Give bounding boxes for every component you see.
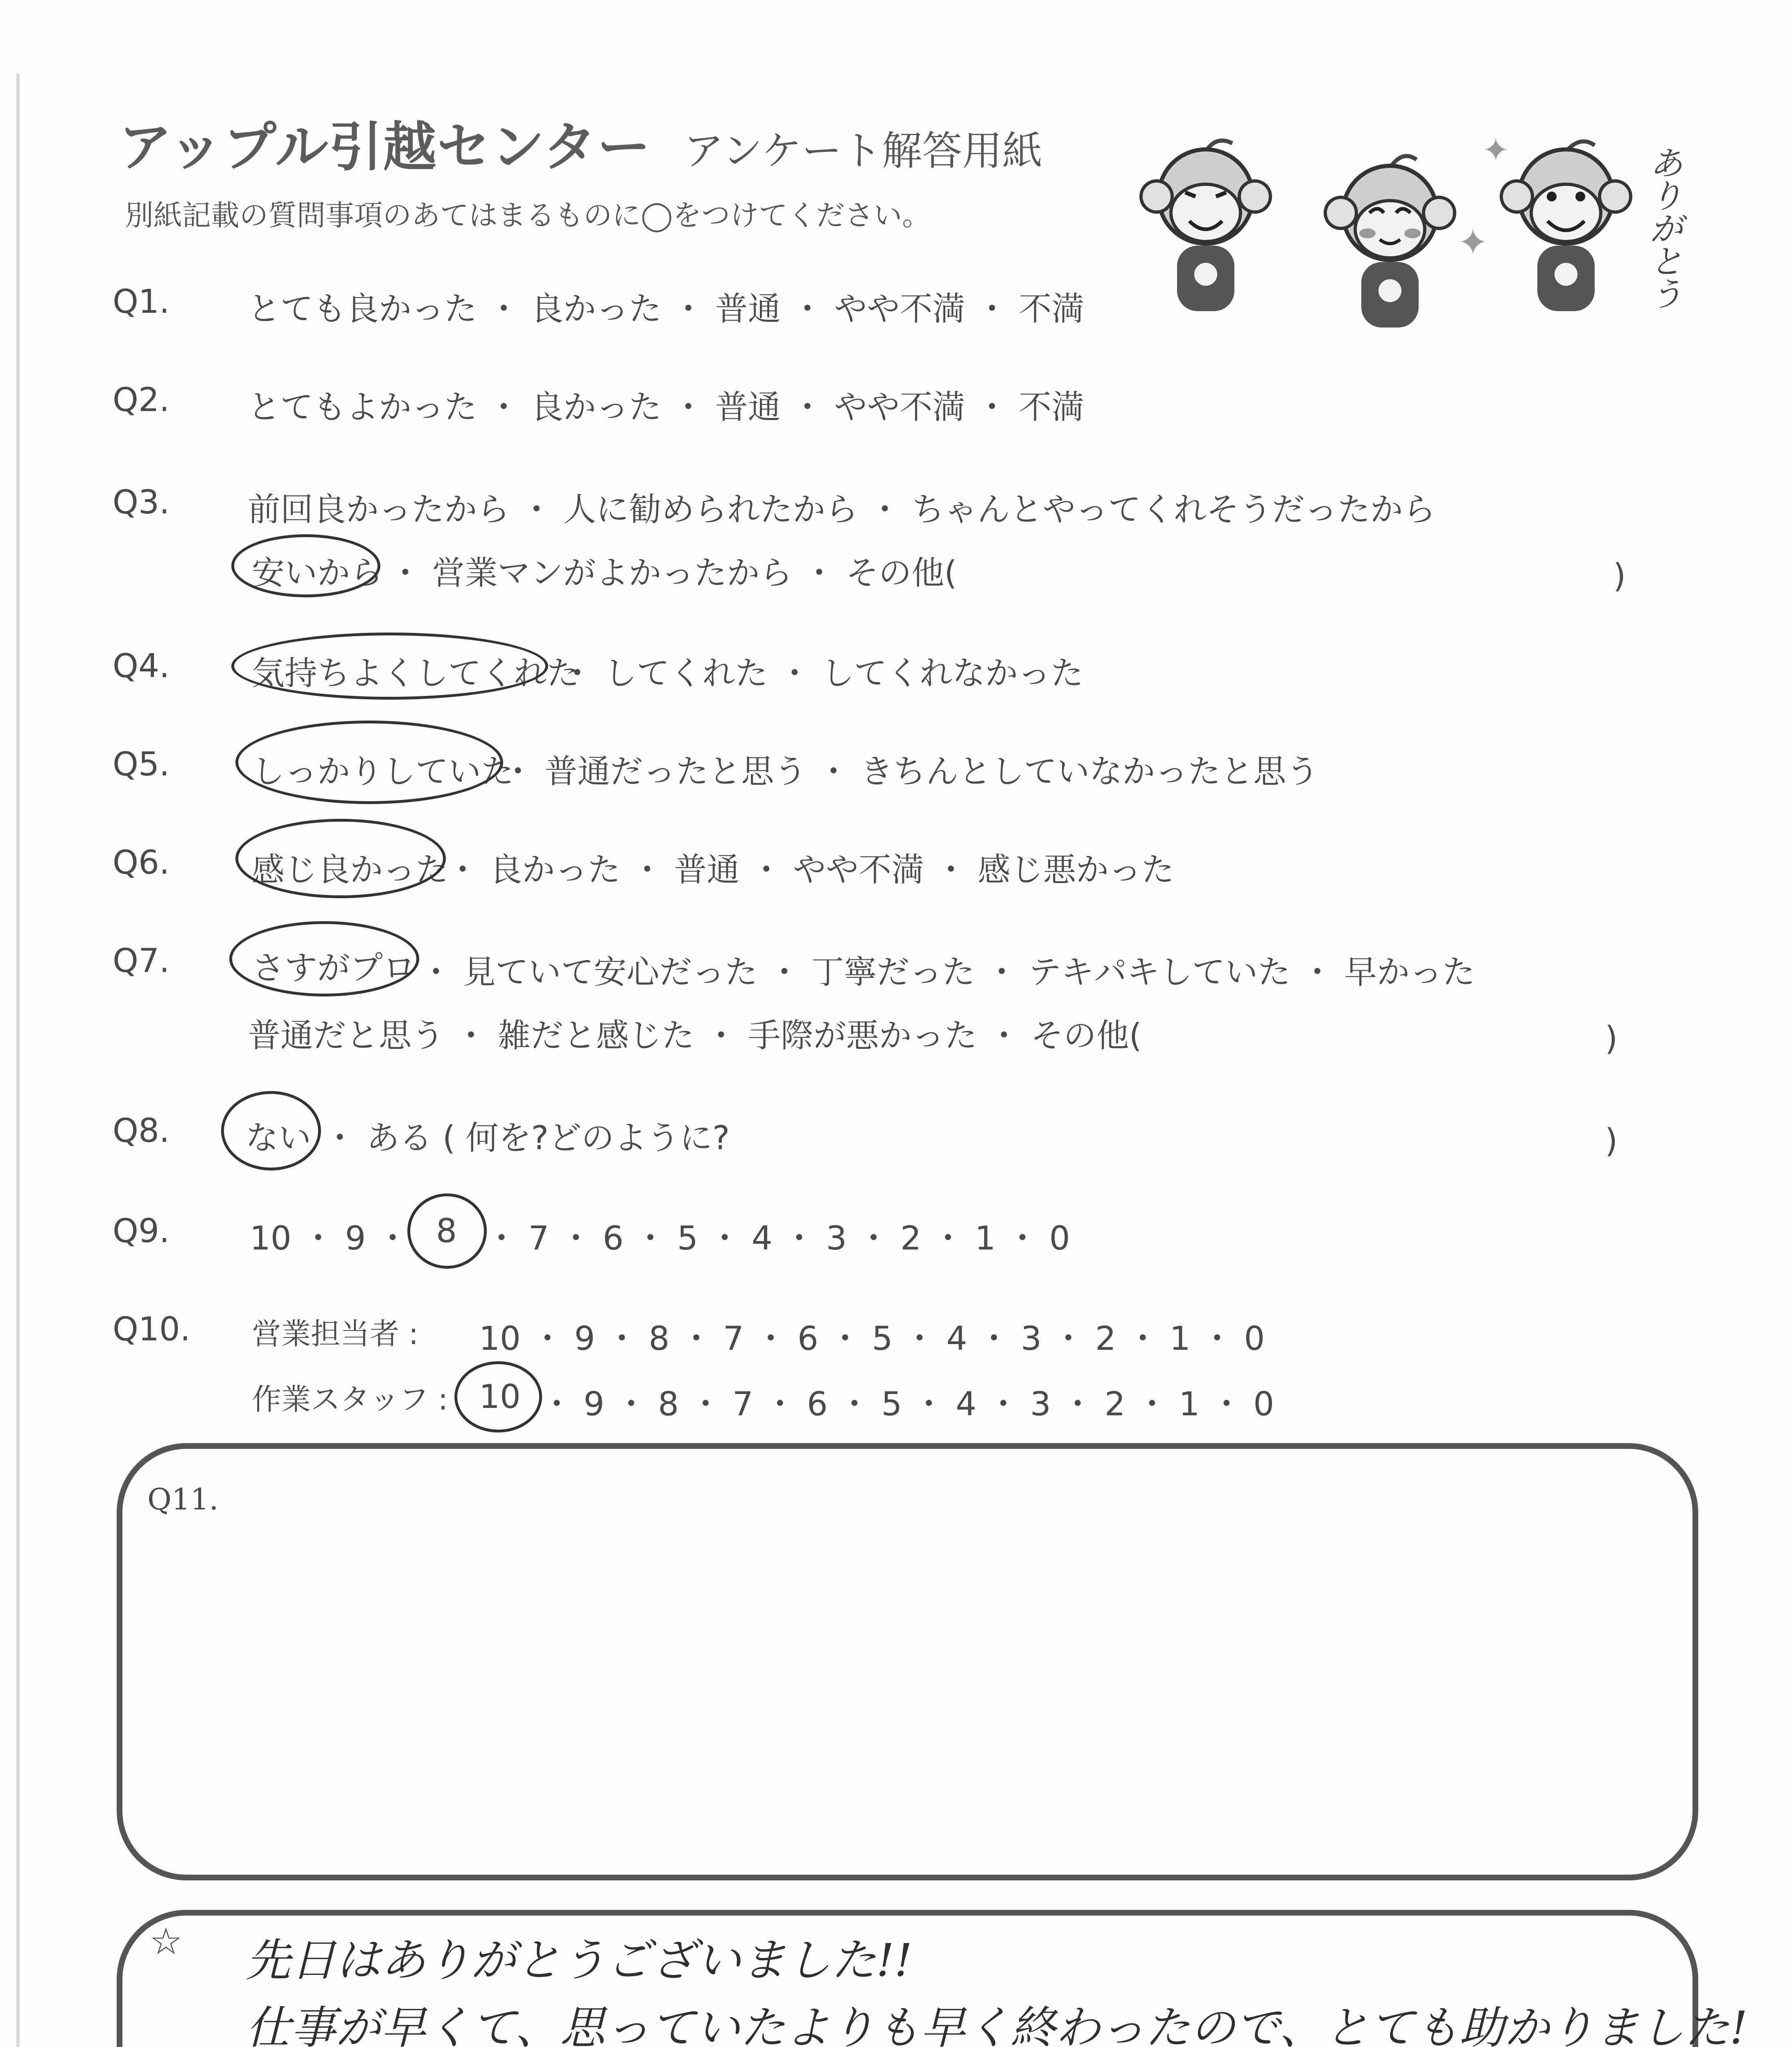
thanks-vertical-text: ありがとう [1650, 145, 1683, 314]
q3-options-line2: ・ 営業マンがよかったから ・ その他( [389, 554, 957, 592]
q7-options-line2: 普通だと思う ・ 雑だと感じた ・ 手際が悪かった ・ その他( [248, 1017, 1142, 1055]
monkey-mascot-icon [1498, 135, 1634, 323]
selection-circle [454, 1361, 542, 1432]
q1-label: Q1. [113, 282, 170, 321]
q1-options: とても良かった ・ 良かった ・ 普通 ・ やや不満 ・ 不満 [248, 290, 1085, 328]
q7-label: Q7. [113, 942, 170, 980]
q4-selected-option: 気持ちよくしてくれた [252, 654, 579, 692]
q6-selected-option: 感じ良かった [252, 851, 448, 889]
sparkle-icon: ✦ [1482, 131, 1510, 169]
q10-staff-scale: ・ 9 ・ 8 ・ 7 ・ 6 ・ 5 ・ 4 ・ 3 ・ 2 ・ 1 ・ 0 [540, 1385, 1275, 1423]
q4-options: ・ してくれた ・ してくれなかった [561, 654, 1084, 692]
q9-selected-score: 8 [436, 1212, 457, 1250]
paper-edge [16, 74, 20, 2047]
selection-circle [235, 721, 503, 804]
selection-circle [231, 633, 548, 700]
q8-label: Q8. [113, 1112, 170, 1150]
q8-options: ・ ある ( 何を?どのように? [323, 1119, 730, 1157]
monkey-mascot-icon [1138, 135, 1273, 323]
q3-options-line1: 前回良かったから ・ 人に勧められたから ・ ちゃんとやってくれそうだったから [248, 490, 1436, 529]
q7-close-paren: ) [1605, 1019, 1618, 1057]
instruction-text: 別紙記載の質問事項のあてはまるものに◯をつけてください。 [125, 199, 931, 232]
q3-close-paren: ) [1613, 557, 1626, 595]
q9-scale-before: 10 ・ 9 ・ [250, 1219, 409, 1257]
q5-selected-option: しっかりしていた [252, 752, 514, 791]
form-subtitle: アンケート解答用紙 [684, 128, 1043, 174]
q2-label: Q2. [113, 381, 170, 419]
q10-staff-selected-score: 10 [479, 1378, 521, 1416]
q8-close-paren: ) [1605, 1122, 1618, 1160]
q2-options: とてもよかった ・ 良かった ・ 普通 ・ やや不満 ・ 不満 [248, 388, 1085, 426]
q9-scale-after: ・ 7 ・ 6 ・ 5 ・ 4 ・ 3 ・ 2 ・ 1 ・ 0 [485, 1219, 1070, 1257]
selection-circle [221, 1091, 321, 1170]
q6-options: ・ 良かった ・ 普通 ・ やや不満 ・ 感じ悪かった [446, 851, 1175, 889]
q3-selected-option: 安いから [252, 554, 383, 592]
q5-label: Q5. [113, 745, 170, 783]
q10-sales-label: 営業担当者 : [252, 1317, 419, 1351]
sparkle-icon: ✦ [1458, 221, 1489, 264]
q11-label: Q11. [147, 1482, 219, 1516]
q6-label: Q6. [113, 843, 170, 881]
q8-selected-option: ない [246, 1119, 311, 1157]
q9-label: Q9. [113, 1212, 170, 1250]
selection-circle [229, 921, 419, 996]
monkey-mascot-icon [1322, 151, 1458, 340]
selection-circle [231, 534, 380, 597]
comment-line-1: 先日はありがとうございました!! [246, 1934, 913, 1986]
q7-selected-option: さすがプロ [252, 949, 416, 987]
selection-circle [407, 1193, 487, 1269]
selection-circle [235, 819, 446, 898]
company-title: アップル引越センター [119, 116, 651, 178]
q10-sales-scale: 10 ・ 9 ・ 8 ・ 7 ・ 6 ・ 5 ・ 4 ・ 3 ・ 2 ・ 1 ・ 0 [479, 1319, 1265, 1358]
star-icon: ☆ [149, 1920, 183, 1963]
q10-label: Q10. [113, 1310, 191, 1348]
q7-options-line1: ・ 見ていて安心だった ・ 丁寧だった ・ テキパキしていた ・ 早かった [420, 953, 1476, 991]
q4-label: Q4. [113, 647, 170, 685]
q3-label: Q3. [113, 483, 170, 521]
comment-line-2: 仕事が早くて、思っていたよりも早く終わったので、とても助かりました! [246, 2002, 1748, 2047]
q11-answer-box [117, 1443, 1698, 1880]
q5-options: ・ 普通だったと思う ・ きちんとしていなかったと思う [502, 752, 1319, 791]
q10-staff-label: 作業スタッフ : [252, 1382, 448, 1417]
